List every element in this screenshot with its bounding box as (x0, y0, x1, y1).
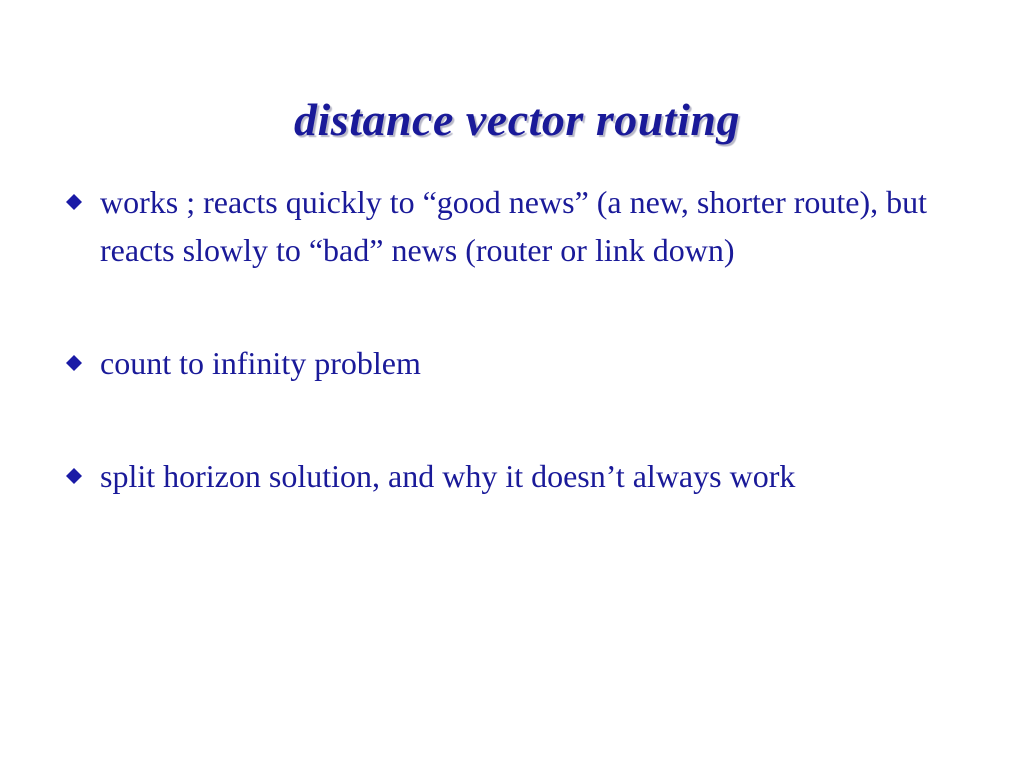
bullet-item-2 (60, 339, 960, 387)
diamond-bullet-icon (66, 355, 82, 371)
slide-title: distance vector routing (294, 93, 740, 145)
bullet-item-3 (60, 452, 960, 500)
bullet-text: split horizon solution, and why it doesn’t always work (100, 458, 796, 494)
bullet-text: works ; reacts quickly to “good news” (a new, shorter route), but reacts slowly to “bad” news (router or link down) (100, 184, 928, 268)
bullet-list (60, 178, 960, 500)
bullet-text: count to infinity problem (100, 345, 421, 381)
bullet-item-1 (60, 178, 960, 274)
diamond-bullet-icon (66, 468, 82, 484)
diamond-bullet-icon (66, 194, 82, 210)
